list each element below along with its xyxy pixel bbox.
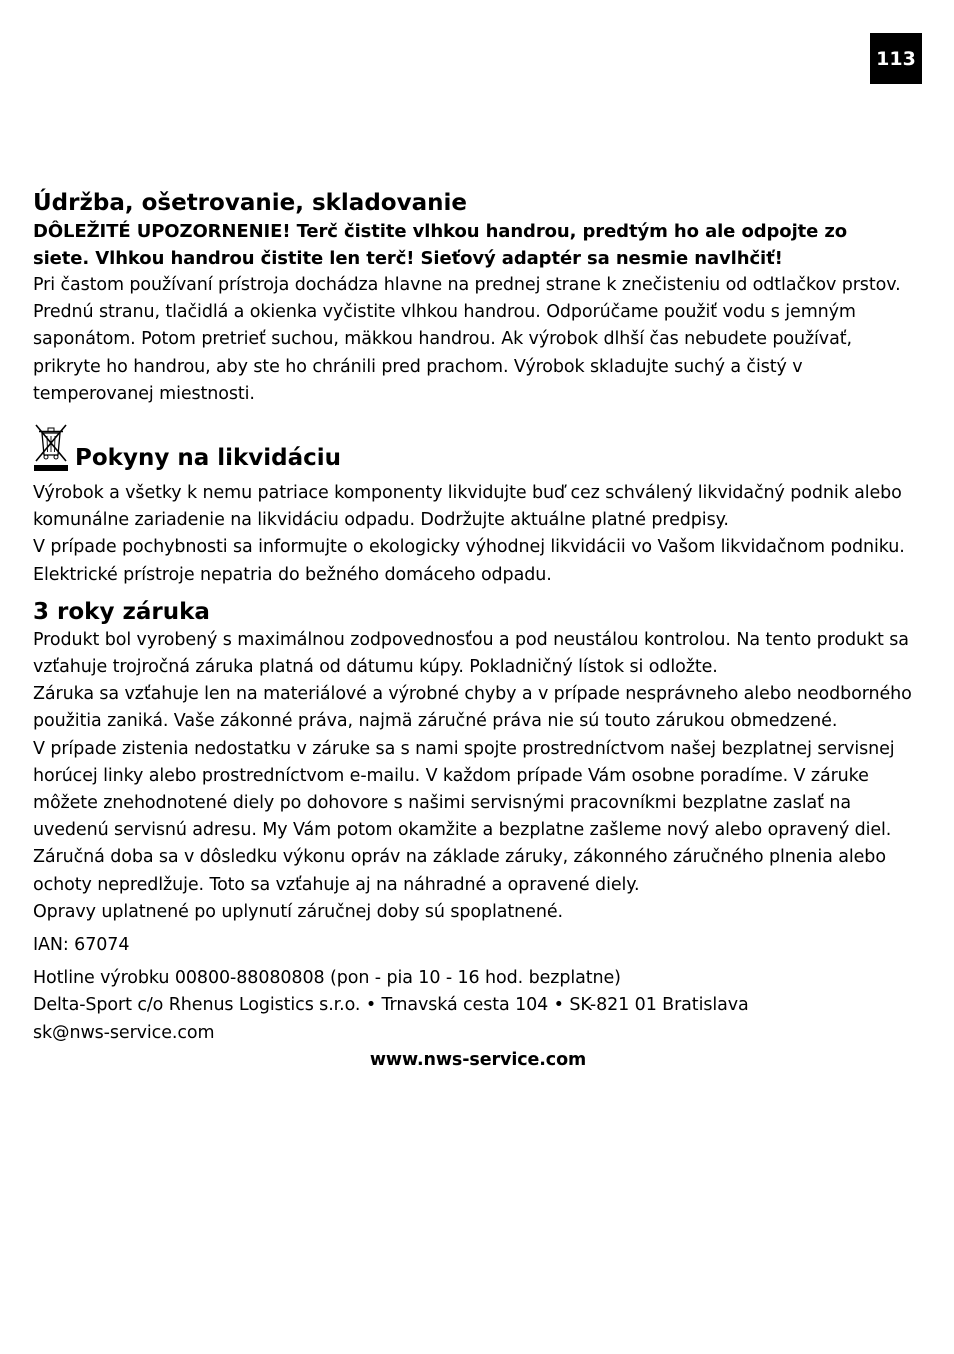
disposal-body-1: Výrobok a všetky k nemu patriace komponenty likvidujte buď cez schválený likvidačný podnik alebo komunálne zariadenie na likvidáciu odpadu. Dodržujte aktuálne platné predpisy. — [33, 483, 902, 531]
service-address: Delta-Sport c/o Rhenus Logistics s.r.o. • Trnavská cesta 104 • SK-821 01 Bratislava — [33, 995, 749, 1016]
ian-number: IAN: 67074 — [33, 935, 130, 956]
maintenance-section — [33, 188, 923, 408]
warranty-paragraph-5: Opravy uplatnené po uplynutí záručnej doby sú spoplatnené. — [33, 901, 563, 922]
disposal-body-2: V prípade pochybnosti sa informujte o ekologicky výhodnej likvidácii vo Vašom likvidačnom podniku. Elektrické prístroje nepatria do bežného domáceho odpadu. — [33, 537, 905, 585]
maintenance-title: Údržba, ošetrovanie, skladovanie — [33, 190, 467, 216]
page-content — [33, 188, 923, 1074]
warranty-section — [33, 597, 923, 1074]
hotline: Hotline výrobku 00800-88080808 (pon - pia 10 - 16 hod. bezplatne) — [33, 968, 621, 989]
warranty-title: 3 roky záruka — [33, 598, 210, 625]
warranty-paragraph-4: Záručná doba sa v dôsledku výkonu opráv na základe záruky, zákonného záručného plnenia alebo ochoty nepredlžuje. Toto sa vzťahuje aj na náhradné a opravené diely. — [33, 847, 886, 895]
disposal-section — [33, 424, 923, 589]
maintenance-warning-line-1: DÔLEŽITÉ UPOZORNENIE! Terč čistite vlhkou handrou, predtým ho ale odpojte zo — [33, 221, 848, 242]
warranty-paragraph-1: Produkt bol vyrobený s maximálnou zodpovednosťou a pod neustálou kontrolou. Na tento produkt sa vzťahuje trojročná záruka platná od dátumu kúpy. Pokladničný lístok si odložte. — [33, 629, 909, 678]
maintenance-warning-line-2: siete. Vlhkou handrou čistite len terč! Sieťový adaptér sa nesmie navlhčiť! — [33, 248, 783, 269]
website-link[interactable]: www.nws-service.com — [369, 1049, 587, 1070]
service-email[interactable]: sk@nws-service.com — [33, 1022, 215, 1043]
page-number: 113 — [870, 33, 922, 84]
maintenance-body: Pri častom používaní prístroja dochádza hlavne na prednej strane k znečisteniu od odtlačkov prstov. Prednú stranu, tlačidlá a okienka vyčistite vlhkou handrou. Odporúčame použiť vodu s jemným saponátom. Potom pretrieť suchou, mäkkou handrou. Ak výrobok dlhší čas nebudete používať, prikryte ho handrou, aby ste ho chránili pred prachom. Výrobok skladujte suchý a čistý v temperovanej miestnosti. — [33, 275, 901, 404]
disposal-heading — [33, 424, 923, 472]
crossed-out-wheelie-bin-icon — [33, 424, 69, 472]
warranty-paragraph-2: Záruka sa vzťahuje len na materiálové a výrobné chyby a v prípade nesprávneho alebo neodborného použitia zaniká. Vaše zákonné práva, najmä záručné práva nie sú touto zárukou obmedzené. — [33, 684, 912, 732]
disposal-title: Pokyny na likvidáciu — [75, 445, 342, 472]
warranty-paragraph-3: V prípade zistenia nedostatku v záruke sa s nami spojte prostredníctvom našej bezplatnej servisnej horúcej linky alebo prostredníctvom e-mailu. V každom prípade Vám osobne poradíme. V záruke môžete znehodnotené diely po dohovore s našimi servisnými pracovníkmi bezplatne zaslať na uvedenú servisnú adresu. My Vám potom okamžite a bezplatne zašleme nový alebo opravený diel. — [33, 738, 895, 841]
